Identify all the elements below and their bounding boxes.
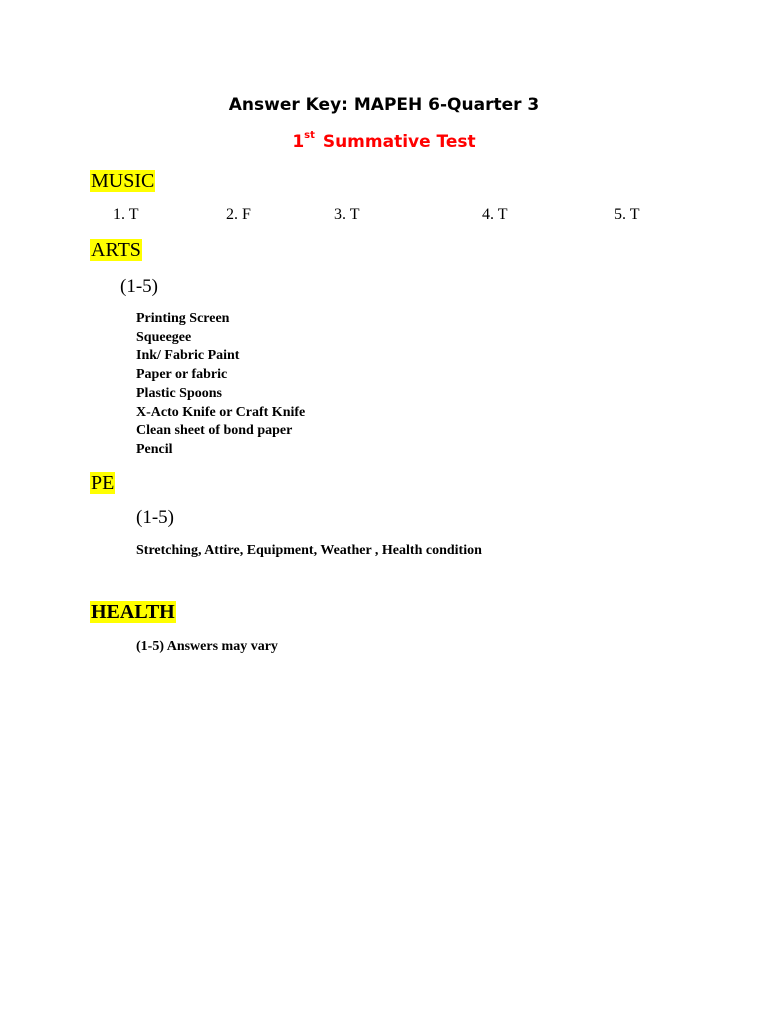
health-answer: (1-5) Answers may vary xyxy=(136,639,278,654)
music-answer-5: 5. T xyxy=(614,206,640,223)
music-answer-2: 2. F xyxy=(226,206,251,223)
pe-range: (1-5) xyxy=(136,507,174,528)
arts-item: Squeegee xyxy=(136,329,192,345)
arts-item: X-Acto Knife or Craft Knife xyxy=(136,404,306,420)
arts-item: Printing Screen xyxy=(136,311,230,326)
page-subtitle xyxy=(0,132,768,152)
subtitle-ordinal-suffix: st xyxy=(304,130,315,142)
arts-item: Pencil xyxy=(136,441,173,457)
music-heading: MUSIC xyxy=(91,170,155,192)
subtitle-text: Summative Test xyxy=(322,132,476,152)
pe-answer: Stretching, Attire, Equipment, Weather , Health condition xyxy=(136,543,482,558)
subtitle-number: 1 xyxy=(292,132,305,152)
music-answer-1: 1. T xyxy=(113,206,139,223)
arts-heading: ARTS xyxy=(91,239,141,261)
arts-item-list xyxy=(136,310,305,460)
pe-heading: PE xyxy=(91,472,115,494)
arts-item: Paper or fabric xyxy=(136,367,228,383)
arts-item: Clean sheet of bond paper xyxy=(136,423,293,439)
health-heading: HEALTH xyxy=(91,601,175,623)
page-title: Answer Key: MAPEH 6-Quarter 3 xyxy=(228,95,540,115)
arts-item: Plastic Spoons xyxy=(136,385,222,401)
arts-item: Ink/ Fabric Paint xyxy=(136,348,240,364)
arts-range: (1-5) xyxy=(120,276,158,297)
music-answer-4: 4. T xyxy=(482,206,508,223)
music-answer-3: 3. T xyxy=(334,206,360,223)
